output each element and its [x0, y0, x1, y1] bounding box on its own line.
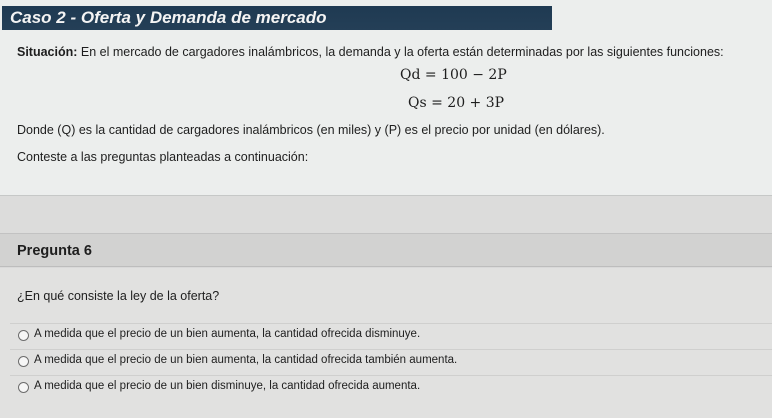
case-title: Caso 2 - Oferta y Demanda de mercado	[2, 6, 552, 30]
answer-option-label: A medida que el precio de un bien aumenta, la cantidad ofrecida disminuye.	[34, 328, 421, 340]
radio-button-icon[interactable]	[18, 330, 29, 341]
demand-equation: Qd = 100 − 2P	[400, 67, 507, 83]
question-header	[0, 234, 772, 267]
instructions-text: Conteste a las preguntas planteadas a continuación:	[17, 150, 309, 164]
answer-option-label: A medida que el precio de un bien aumenta, la cantidad ofrecida también aumenta.	[34, 354, 458, 366]
question-text: ¿En qué consiste la ley de la oferta?	[17, 289, 220, 303]
variables-description: Donde (Q) es la cantidad de cargadores inalámbricos (en miles) y (P) es el precio por unidad (en dólares).	[17, 123, 605, 137]
radio-button-icon[interactable]	[18, 356, 29, 367]
situation-paragraph	[17, 45, 724, 59]
answer-option-label: A medida que el precio de un bien disminuye, la cantidad ofrecida aumenta.	[34, 380, 421, 392]
answer-option-2[interactable]	[10, 349, 772, 374]
case-section	[0, 0, 772, 196]
supply-equation: Qs = 20 + 3P	[408, 95, 505, 111]
answer-option-1[interactable]	[10, 323, 772, 348]
situation-label: Situación:	[17, 45, 78, 59]
radio-button-icon[interactable]	[18, 382, 29, 393]
section-divider	[0, 196, 772, 234]
answer-option-3[interactable]	[10, 375, 772, 400]
situation-text: En el mercado de cargadores inalámbricos, la demanda y la oferta están determinadas por las siguientes funciones:	[77, 45, 724, 59]
question-title: Pregunta 6	[17, 243, 92, 259]
question-body	[0, 268, 772, 418]
